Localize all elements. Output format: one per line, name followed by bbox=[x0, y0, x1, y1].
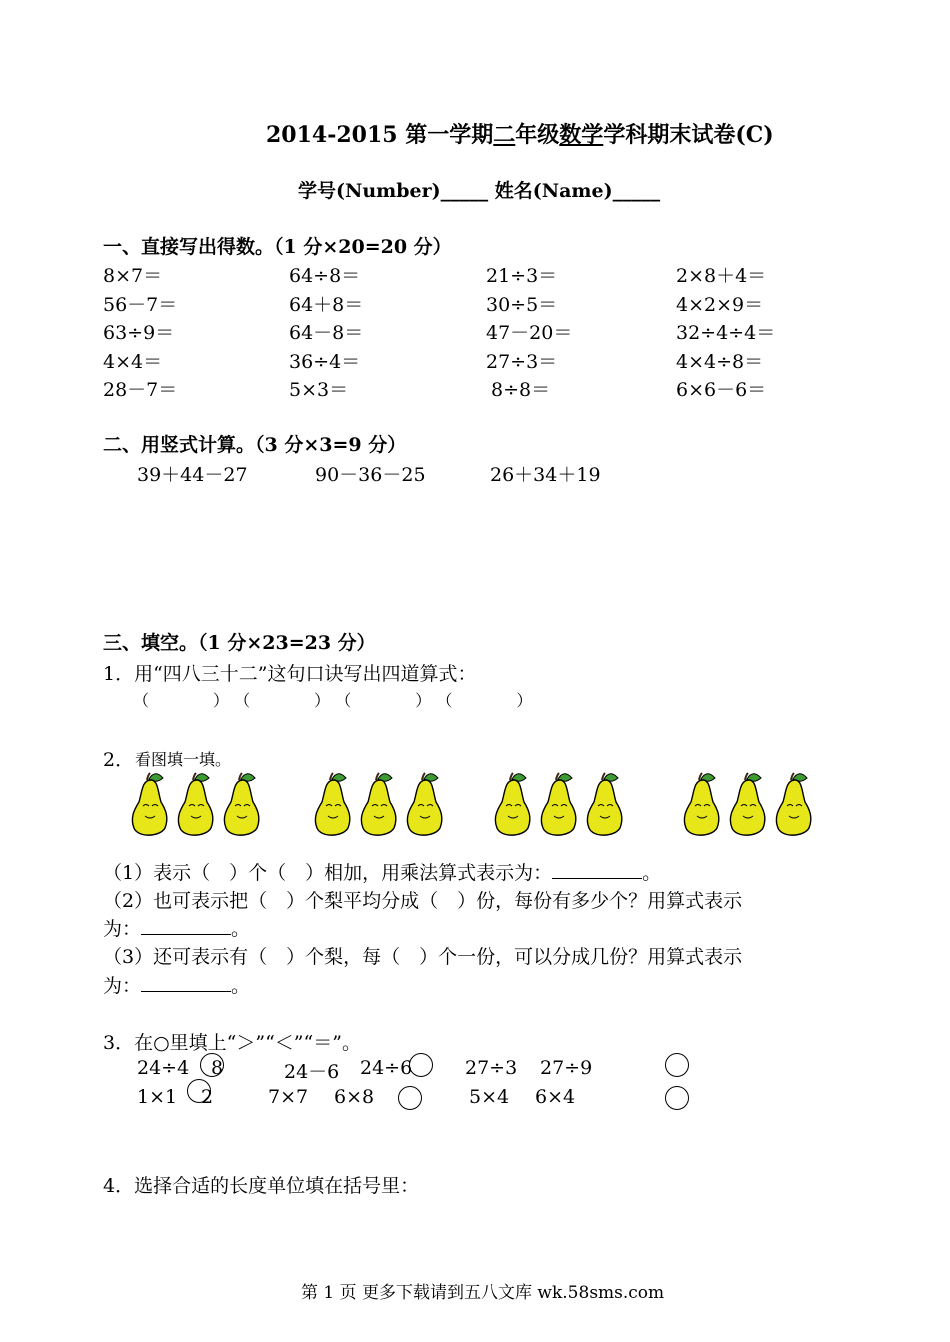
vertical-problem: 26＋34＋19 bbox=[490, 464, 601, 486]
arithmetic-item: 64÷8＝ bbox=[289, 265, 361, 287]
compare-circle[interactable] bbox=[200, 1053, 224, 1077]
title-suffix: 学科期末试卷(C) bbox=[603, 122, 774, 148]
compare-circle[interactable] bbox=[665, 1053, 689, 1077]
pear-icon bbox=[682, 770, 822, 842]
arithmetic-item: 4×4＝ bbox=[103, 350, 163, 373]
compare-right: 24÷6 bbox=[360, 1057, 413, 1079]
pear-group bbox=[313, 770, 453, 846]
section1-heading: 一、直接写出得数。（1 分×20=20 分） bbox=[103, 236, 452, 258]
title-grade: 二 bbox=[493, 122, 516, 148]
compare-circle[interactable] bbox=[409, 1053, 433, 1077]
q2-line3b: 为： 。 bbox=[103, 975, 251, 997]
arithmetic-item: 21÷3＝ bbox=[486, 265, 558, 287]
pear-group bbox=[682, 770, 822, 846]
arithmetic-item: 6×6－6＝ bbox=[676, 379, 767, 401]
q2-line2a: （2）也可表示把（ ）个梨平均分成（ ）份，每份有多少个？用算式表示 bbox=[103, 890, 743, 912]
compare-right: 8 bbox=[211, 1057, 224, 1079]
compare-right: 6×4 bbox=[535, 1086, 576, 1108]
q2-line2b: 为： 。 bbox=[103, 918, 251, 940]
pear-group bbox=[493, 770, 633, 846]
vertical-problem: 90－36－25 bbox=[315, 464, 426, 486]
answer-paren[interactable]: （ ） bbox=[234, 691, 331, 710]
compare-left: 27÷3 bbox=[465, 1057, 518, 1079]
compare-left: 24÷4 bbox=[137, 1057, 190, 1079]
compare-left: 7×7 bbox=[268, 1086, 309, 1108]
compare-circle[interactable] bbox=[665, 1086, 689, 1110]
title-mid: 年级 bbox=[515, 122, 560, 148]
pear-icon bbox=[493, 770, 633, 842]
arithmetic-item: 8÷8＝ bbox=[491, 379, 551, 401]
compare-left: 5×4 bbox=[469, 1086, 510, 1108]
section2-heading: 二、用竖式计算。（3 分×3=9 分） bbox=[103, 434, 407, 456]
q3-text: 3．在○里填上“＞”“＜”“＝”。 bbox=[103, 1032, 361, 1054]
title-prefix: 2014-2015 第一学期 bbox=[266, 122, 494, 148]
arithmetic-item: 8×7＝ bbox=[103, 265, 163, 287]
answer-blank[interactable] bbox=[141, 918, 231, 935]
q2-text: 看图填一填。 bbox=[135, 750, 232, 769]
arithmetic-item: 28－7＝ bbox=[103, 379, 178, 401]
compare-right: 6×8 bbox=[334, 1086, 375, 1108]
arithmetic-item: 47－20＝ bbox=[486, 322, 573, 344]
arithmetic-item: 30÷5＝ bbox=[486, 293, 558, 316]
answer-blank[interactable] bbox=[552, 862, 642, 879]
compare-circle[interactable] bbox=[187, 1079, 211, 1103]
vertical-problem: 39＋44－27 bbox=[137, 464, 248, 486]
section3-heading: 三、填空。（1 分×23=23 分） bbox=[103, 632, 376, 654]
answer-paren[interactable]: （ ） bbox=[436, 691, 533, 710]
arithmetic-item: 4×2×9＝ bbox=[676, 293, 764, 316]
arithmetic-item: 27÷3＝ bbox=[486, 350, 558, 373]
compare-right: 27÷9 bbox=[540, 1057, 593, 1079]
q4-text: 4．选择合适的长度单位填在括号里： bbox=[103, 1175, 420, 1197]
q2-line1: （1）表示（ ）个（ ）相加，用乘法算式表示为： 。 bbox=[103, 862, 662, 884]
answer-paren[interactable]: （ ） bbox=[133, 691, 230, 710]
q1-text: 1．用“四八三十二”这句口诀写出四道算式： bbox=[103, 663, 477, 685]
arithmetic-item: 4×4÷8＝ bbox=[676, 350, 764, 373]
page-title bbox=[266, 118, 774, 149]
q2-line3a: （3）还可表示有（ ）个梨，每（ ）个一份，可以分成几份？用算式表示 bbox=[103, 946, 743, 968]
arithmetic-item: 63÷9＝ bbox=[103, 322, 175, 344]
compare-right: 2 bbox=[201, 1086, 214, 1108]
arithmetic-item: 5×3＝ bbox=[289, 379, 349, 401]
q2-label: 2． bbox=[103, 749, 135, 771]
arithmetic-item: 64＋8＝ bbox=[289, 293, 364, 316]
pear-icon bbox=[313, 770, 453, 842]
compare-circle[interactable] bbox=[398, 1086, 422, 1110]
arithmetic-item: 2×8＋4＝ bbox=[676, 265, 767, 287]
arithmetic-item: 32÷4÷4＝ bbox=[676, 322, 776, 344]
arithmetic-item: 56－7＝ bbox=[103, 293, 178, 316]
arithmetic-item: 36÷4＝ bbox=[289, 350, 361, 373]
compare-left: 24－6 bbox=[284, 1061, 340, 1083]
arithmetic-item: 64－8＝ bbox=[289, 322, 364, 344]
title-subject: 数学 bbox=[559, 122, 604, 148]
page-footer: 第 1 页 更多下载请到五八文库 wk.58sms.com bbox=[301, 1283, 665, 1303]
q1-parens bbox=[133, 688, 532, 711]
answer-paren[interactable]: （ ） bbox=[335, 691, 432, 710]
student-info: 学号(Number)_____ 姓名(Name)_____ bbox=[298, 180, 661, 202]
pear-group bbox=[130, 770, 270, 846]
pear-icon bbox=[130, 770, 270, 842]
answer-blank[interactable] bbox=[141, 975, 231, 992]
compare-left: 1×1 bbox=[137, 1086, 178, 1108]
